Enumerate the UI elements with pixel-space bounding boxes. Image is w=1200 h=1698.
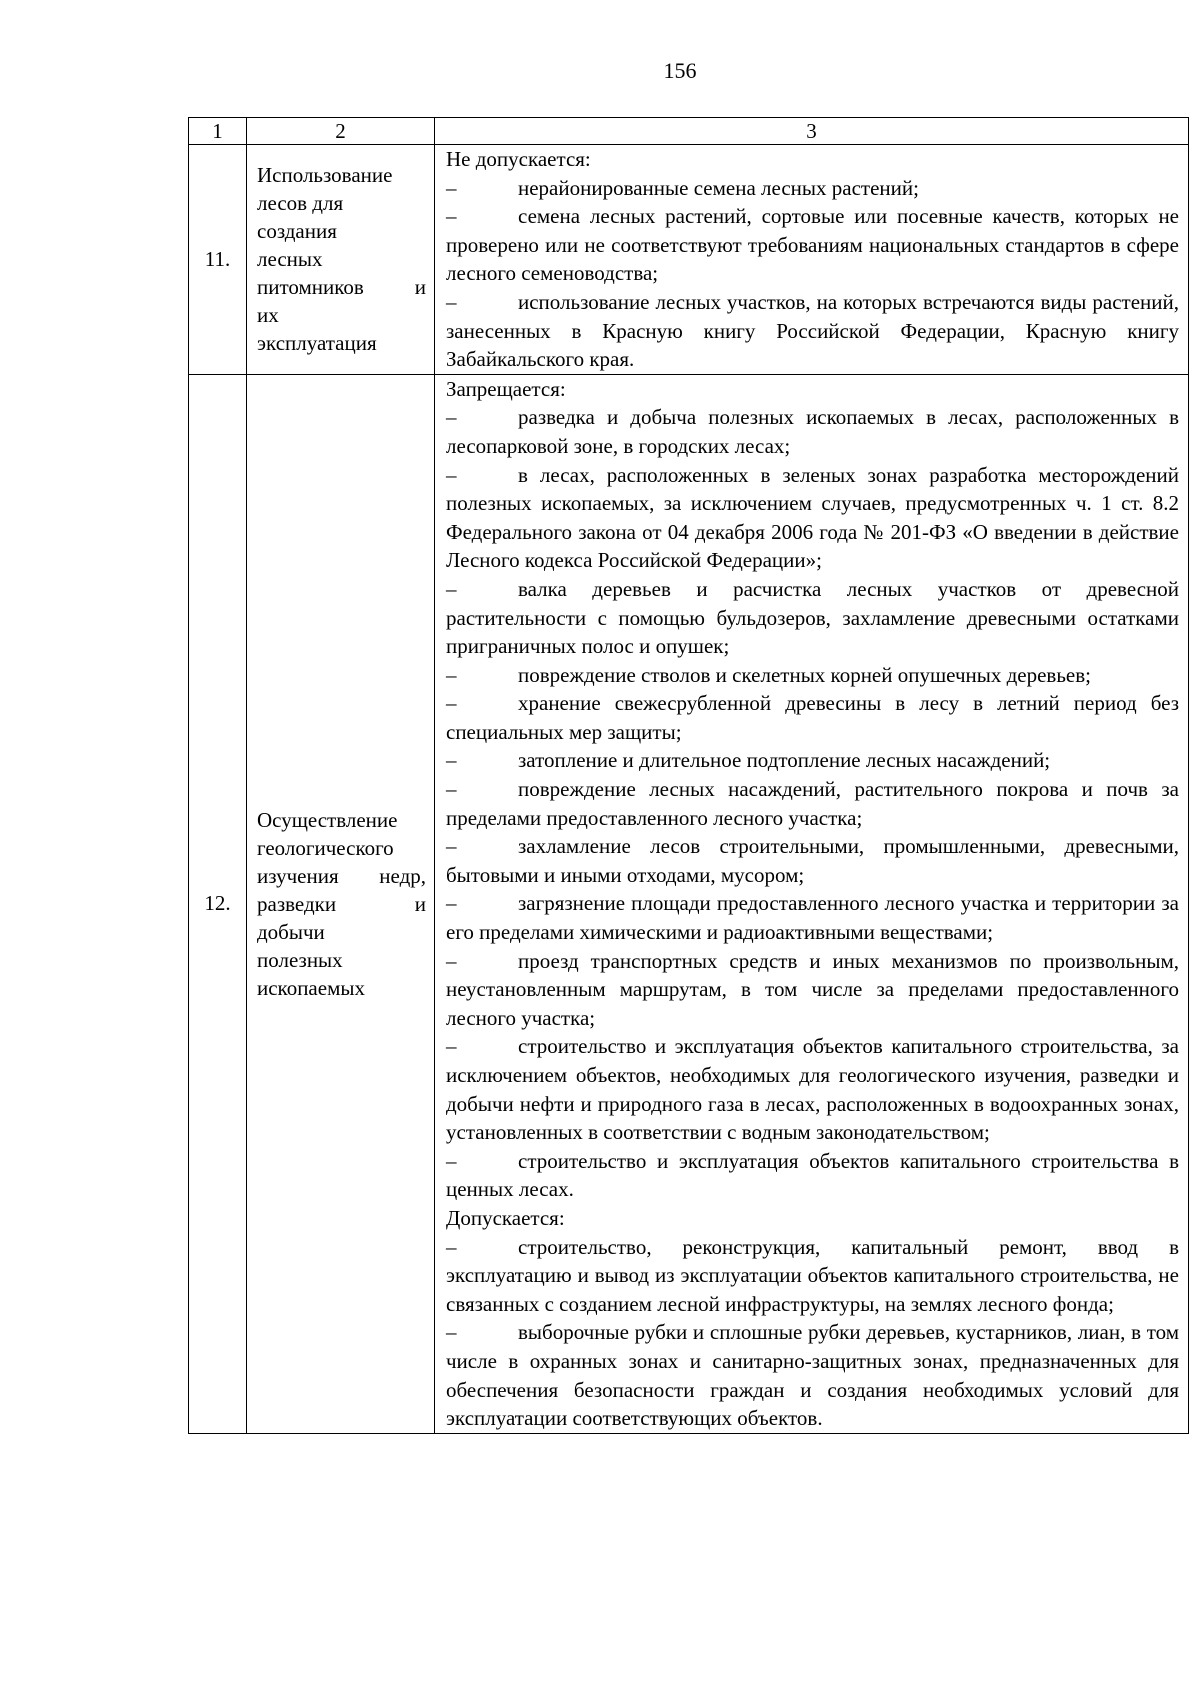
name-line: питомников и (257, 275, 426, 300)
paragraph-text: Допускается: (446, 1205, 565, 1230)
dash-marker: – (446, 777, 457, 802)
name-line: Использование (257, 163, 393, 188)
list-item (446, 575, 1179, 661)
header-col-1: 1 (189, 118, 247, 145)
section-heading (446, 145, 1179, 174)
header-col-2: 2 (247, 118, 435, 145)
header-col-3: 3 (435, 118, 1189, 145)
list-item (446, 1147, 1179, 1204)
paragraph-text: захламление лесов строительными, промышленными, древесными, бытовыми и иными отходами, мусором; (446, 834, 1179, 887)
regulations-table (188, 117, 1189, 1434)
dash-marker: – (446, 834, 457, 859)
paragraph-text: Запрещается: (446, 376, 566, 401)
dash-marker: – (446, 1320, 457, 1345)
list-item (446, 832, 1179, 889)
list-item (446, 288, 1179, 374)
paragraph-text: разведка и добыча полезных ископаемых в лесах, расположенных в лесопарковой зоне, в городских лесах; (446, 405, 1179, 458)
name-line: изучения недр, (257, 863, 426, 888)
name-line: геологического (257, 835, 394, 860)
list-item (446, 1032, 1179, 1146)
row-restrictions (435, 374, 1189, 1433)
dash-marker: – (446, 289, 457, 314)
dash-marker: – (446, 462, 457, 487)
list-item (446, 1318, 1179, 1432)
dash-marker: – (446, 204, 457, 229)
paragraph-text: использование лесных участков, на которых встречаются виды растений, занесенных в Красную книгу Российской Федерации, Красную книгу Забайкальского края. (446, 289, 1179, 372)
row-restrictions (435, 145, 1189, 375)
list-item (446, 174, 1179, 203)
paragraph-text: в лесах, расположенных в зеленых зонах разработка месторождений полезных ископаемых, за исключением случаев, предусмотренных ч. 1 ст. 8.2 Федерального закона от 04 декабря 2006 года № 201-ФЗ «О введении в действие Лесного кодекса Российской Федерации»; (446, 462, 1179, 573)
name-line: лесов для (257, 191, 344, 216)
paragraph-text: повреждение стволов и скелетных корней опушечных деревьев; (518, 662, 1091, 687)
dash-marker: – (446, 1034, 457, 1059)
paragraph-text: хранение свежесрубленной древесины в лесу в летний период без специальных мер защиты; (446, 691, 1179, 744)
dash-marker: – (446, 1148, 457, 1173)
list-item (446, 661, 1179, 690)
list-item (446, 689, 1179, 746)
name-line: разведки и (257, 891, 426, 916)
name-line: добычи (257, 919, 325, 944)
name-line: эксплуатация (257, 331, 377, 356)
list-item (446, 947, 1179, 1033)
paragraph-text: проезд транспортных средств и иных механизмов по произвольным, неустановленным маршрутам, в том числе за пределами предоставленного лесного участка; (446, 948, 1179, 1030)
dash-marker: – (446, 576, 457, 601)
paragraph-text: Не допускается: (446, 147, 591, 171)
row-activity-name (247, 374, 435, 1433)
list-item (446, 746, 1179, 775)
table-row-11 (189, 145, 1189, 375)
dash-marker: – (446, 405, 457, 430)
list-item (446, 889, 1179, 946)
paragraph-text: строительство и эксплуатация объектов капитального строительства в ценных лесах. (446, 1148, 1179, 1202)
row-number: 12. (189, 374, 247, 1433)
name-line: лесных (257, 247, 323, 272)
dash-marker: – (446, 748, 457, 773)
table-header-row (189, 118, 1189, 145)
dash-marker: – (446, 175, 457, 200)
paragraph-text: семена лесных растений, сортовые или посевные качеств, которых не проверено или не соответствуют требованиям национальных стандартов в сфере лесного семеноводства; (446, 204, 1179, 286)
list-item (446, 202, 1179, 288)
paragraph-text: загрязнение площади предоставленного лесного участка и территории за его пределами химическими и радиоактивными веществами; (446, 891, 1179, 945)
paragraph-text: валка деревьев и расчистка лесных участков от древесной растительности с помощью бульдозеров, захламление древесными остатками приграничных полос и опушек; (446, 576, 1179, 659)
dash-marker: – (446, 691, 457, 716)
section-heading (446, 1204, 1179, 1233)
paragraph-text: выборочные рубки и сплошные рубки деревьев, кустарников, лиан, в том числе в охранных зонах и санитарно-защитных зонах, предназначенных для обеспечения безопасности граждан и создания необходимых условий для эксплуатации соответствующих объектов. (446, 1320, 1179, 1431)
list-item (446, 1233, 1179, 1319)
dash-marker: – (446, 1234, 457, 1259)
list-item (446, 403, 1179, 460)
name-line: полезных (257, 947, 343, 972)
name-line: ископаемых (257, 975, 365, 1000)
paragraph-text: затопление и длительное подтопление лесных насаждений; (518, 748, 1051, 773)
dash-marker: – (446, 948, 457, 973)
list-item (446, 461, 1179, 575)
name-line: их (257, 303, 279, 328)
paragraph-text: повреждение лесных насаждений, растительного покрова и почв за пределами предоставленного лесного участка; (446, 777, 1179, 830)
section-heading (446, 375, 1179, 404)
dash-marker: – (446, 891, 457, 916)
paragraph-text: строительство и эксплуатация объектов капитального строительства, за исключением объектов, необходимых для геологического изучения, разведки и добычи нефти и природного газа в лесах, расположенных в водоохранных зонах, установленных в соответствии с водным законодательством; (446, 1034, 1179, 1145)
paragraph-text: строительство, реконструкция, капитальный ремонт, ввод в эксплуатацию и вывод из эксплуатации объектов капитального строительства, не связанных с созданием лесной инфраструктуры, на землях лесного фонда; (446, 1234, 1179, 1316)
name-line: создания (257, 219, 337, 244)
name-line: Осуществление (257, 807, 398, 832)
row-number: 11. (189, 145, 247, 375)
row-activity-name (247, 145, 435, 375)
list-item (446, 775, 1179, 832)
table-row-12 (189, 374, 1189, 1433)
page-number: 156 (663, 58, 697, 83)
dash-marker: – (446, 662, 457, 687)
paragraph-text: нерайонированные семена лесных растений; (518, 175, 919, 200)
